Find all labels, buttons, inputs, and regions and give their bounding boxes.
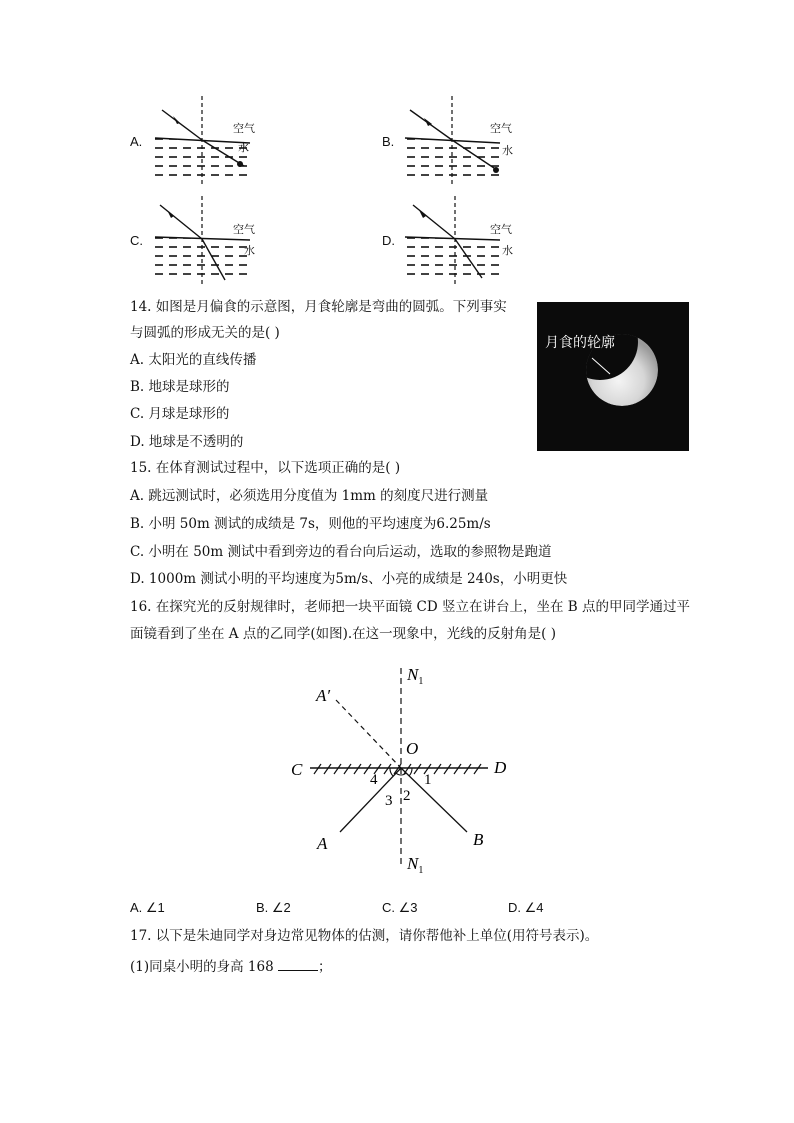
q13-d-water-label: 水	[502, 245, 513, 257]
q17-item-1-suffix: ；	[317, 959, 332, 975]
q13-diagram-c	[155, 196, 250, 284]
q14-stem-line2: 与圆弧的形成无关的是( )	[130, 325, 280, 341]
label-b: B	[473, 830, 484, 849]
label-angle-2: 2	[403, 788, 411, 804]
q13-a-water-label: 水	[238, 142, 249, 154]
q17-stem: 17. 以下是朱迪同学对身边常见物体的估测，请你帮他补上单位(用符号表示)。	[130, 928, 599, 944]
q13-diagrams	[0, 0, 794, 290]
q16-option-d: D. ∠4	[508, 900, 544, 915]
angle-1-arc	[409, 768, 412, 776]
virtual-ray-a-prime	[336, 700, 401, 768]
label-o: O	[406, 739, 419, 758]
moon-drawing	[537, 302, 689, 451]
q13-diagram-a	[155, 96, 250, 186]
q16-stem-line1: 16. 在探究光的反射规律时，老师把一块平面镜 CD 竖立在讲台上，坐在 B 点的甲同学通过平	[130, 599, 690, 615]
q13-c-air-label: 空气	[233, 224, 255, 236]
q15-option-a: A. 跳远测试时，必须选用分度值为 1mm 的刻度尺进行测量	[130, 488, 489, 504]
label-a-prime: A′	[316, 686, 331, 705]
lunar-eclipse-photo	[537, 302, 689, 451]
label-n1-bottom: $N_1$	[407, 854, 424, 875]
q14-stem-line1: 14. 如图是月偏食的示意图，月食轮廓是弯曲的圆弧。下列事实	[130, 299, 507, 315]
q17-item-1-prefix: (1)同桌小明的身高 168	[130, 959, 278, 975]
moon-outline-label: 月食的轮廓	[545, 335, 615, 351]
q15-option-d: D. 1000m 测试小明的平均速度为5m/s、小亮的成绩是 240s，小明更快	[130, 571, 568, 587]
q16-option-b: B. ∠2	[256, 900, 291, 915]
q13-b-air-label: 空气	[490, 123, 512, 135]
q13-option-a-label: A.	[130, 134, 143, 149]
q17-item-1	[130, 956, 331, 977]
q13-diagram-b	[405, 96, 500, 186]
q14-option-a: A. 太阳光的直线传播	[130, 352, 257, 368]
q15-option-c: C. 小明在 50m 测试中看到旁边的看台向后运动，选取的参照物是跑道	[130, 544, 552, 560]
label-c: C	[291, 760, 303, 779]
reflection-diagram	[280, 660, 540, 875]
q13-option-b-label: B.	[382, 134, 395, 149]
q13-diagram-d	[405, 196, 500, 284]
label-d: D	[494, 758, 507, 777]
label-a: A	[317, 834, 328, 853]
label-n1-top: $N_1$	[407, 665, 424, 687]
q15-option-b: B. 小明 50m 测试的成绩是 7s，则他的平均速度为6.25m/s	[130, 516, 491, 532]
q13-a-air-label: 空气	[233, 123, 255, 135]
label-angle-3: 3	[385, 793, 393, 809]
ray-ob	[401, 768, 467, 832]
q14-option-d: D. 地球是不透明的	[130, 434, 244, 450]
q17-item-1-blank[interactable]	[278, 956, 318, 971]
angle-4-arc	[390, 768, 393, 776]
q16-stem-line2: 面镜看到了坐在 A 点的乙同学(如图).在这一现象中，光线的反射角是( )	[130, 626, 556, 642]
q13-d-air-label: 空气	[490, 224, 512, 236]
q14-option-c: C. 月球是球形的	[130, 406, 230, 422]
angle-2-arc	[401, 773, 406, 775]
q14-option-b: B. 地球是球形的	[130, 379, 230, 395]
label-angle-1: 1	[424, 772, 432, 788]
angle-3-arc	[396, 773, 401, 775]
q13-option-d-label: D.	[382, 233, 395, 248]
q13-c-water-label: 水	[244, 245, 255, 257]
q13-b-water-label: 水	[502, 145, 513, 157]
label-angle-4: 4	[370, 772, 378, 788]
q16-option-c: C. ∠3	[382, 900, 418, 915]
q15-stem: 15. 在体育测试过程中，以下选项正确的是( )	[130, 460, 401, 476]
q16-option-a: A. ∠1	[130, 900, 165, 915]
q13-option-c-label: C.	[130, 233, 143, 248]
